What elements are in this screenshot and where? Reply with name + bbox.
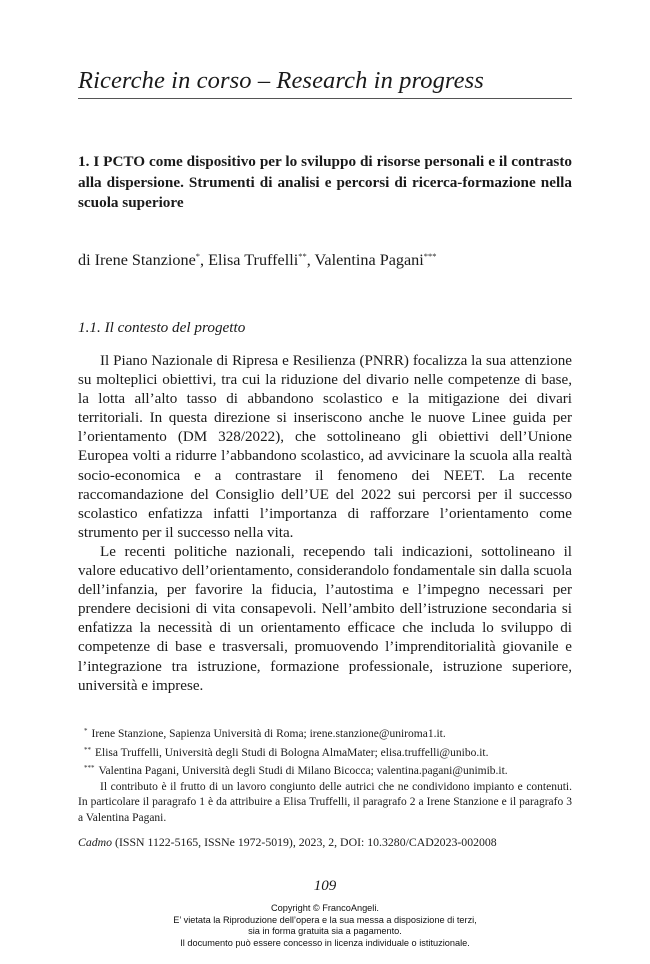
article-title: 1. I PCTO come dispositivo per lo sviluppo di risorse personali e il contrasto alla dispersione. Strumenti di analisi e percorsi di ricerca-formazione nella scuola superiore bbox=[78, 153, 572, 211]
author-line: di Irene Stanzione*, Elisa Truffelli**, Valentina Pagani*** bbox=[78, 251, 437, 269]
author-footnote-mark: * bbox=[195, 251, 201, 261]
footnote-text: Irene Stanzione, Sapienza Università di Roma; irene.stanzione@uniroma1.it. bbox=[91, 728, 446, 740]
page-number: 109 bbox=[313, 878, 337, 894]
footnote bbox=[78, 743, 572, 762]
copyright-line: Il documento può essere concesso in licenza individuale o istituzionale. bbox=[180, 937, 470, 948]
footnote bbox=[78, 724, 572, 743]
header-divider bbox=[78, 98, 572, 99]
footnote-note: Il contributo è il frutto di un lavoro congiunto delle autrici che ne condividono impianto e contenuti. In particolare il paragrafo 1 è da attribuire a Elisa Truffelli, il paragrafo 2 a Irene Stanzione e il paragrafo 3 a Valentina Pagani. bbox=[78, 780, 572, 824]
author-name: Irene Stanzione bbox=[94, 251, 196, 269]
author-name: Valentina Pagani bbox=[314, 251, 424, 269]
copyright-notice bbox=[0, 903, 650, 949]
footnote-mark: * bbox=[84, 727, 88, 735]
author-footnote-mark: *** bbox=[423, 251, 437, 261]
footnote-mark: ** bbox=[84, 745, 91, 754]
copyright-line: sia in forma gratuita sia a pagamento. bbox=[248, 926, 402, 937]
footnote bbox=[78, 761, 572, 780]
body-text bbox=[78, 352, 572, 696]
author-footnote-mark: ** bbox=[298, 251, 307, 261]
citation-details: (ISSN 1122-5165, ISSNe 1972-5019), 2023, 2, DOI: 10.3280/CAD2023-002008 bbox=[112, 835, 497, 849]
authors-prefix: di bbox=[78, 251, 91, 269]
footnotes bbox=[78, 724, 572, 827]
journal-name: Cadmo bbox=[78, 835, 113, 849]
copyright-line: Copyright © FrancoAngeli. bbox=[271, 903, 379, 913]
citation-line bbox=[78, 834, 572, 850]
body-paragraph: Il Piano Nazionale di Ripresa e Resilienza (PNRR) focalizza la sua attenzione su molteplici obiettivi, tra cui la riduzione del divario nelle competenze di base, la lotta all’alto tasso di abbandono scolastico e la mitigazione dei divari territoriali. In questa direzione si inseriscono anche le nuove Linee guida per l’orientamento (DM 328/2022), che sottolineano gli obiettivi dell’Unione Europea volti a ridurre l’abbandono scolastico, ad avvicinare la scuola alla realtà socio-economica e a contrastare il fenomeno dei NEET. La recente raccomandazione del Consiglio dell’UE del 2022 sui percorsi per il successo scolastico enfatizza infatti l’importanza di rafforzare l’orientamento come strumento per il successo nella vita. bbox=[78, 353, 572, 541]
section-title: Ricerche in corso – Research in progress bbox=[78, 67, 484, 94]
footnote-mark: *** bbox=[84, 764, 95, 773]
author-name: Elisa Truffelli bbox=[208, 251, 299, 269]
footnote-text: Elisa Truffelli, Università degli Studi di Bologna AlmaMater; elisa.truffelli@unibo.it. bbox=[95, 746, 489, 759]
copyright-line: E’ vietata la Riproduzione dell’opera e la sua messa a disposizione di terzi, bbox=[173, 914, 477, 925]
body-paragraph: Le recenti politiche nazionali, recependo tali indicazioni, sottolineano il valore educativo dell’orientamento, considerandolo fondamentale sin dalla scuola dell’infanzia, per favorire la fiducia, l’autostima e l’impegno necessari per prendere decisioni di vita consapevoli. Nell’ambito dell’istruzione secondaria si enfatizza la necessità di un orientamento efficace che includa lo sviluppo di competenze di base e trasversali, promuovendo l’imprenditorialità giovanile e l’integrazione tra istruzione, formazione professionale, istruzione superiore, università e imprese. bbox=[78, 543, 572, 694]
footnote-text: Valentina Pagani, Università degli Studi di Milano Bicocca; valentina.pagani@unimib.it. bbox=[98, 765, 508, 778]
running-header bbox=[78, 66, 572, 96]
subsection-heading: 1.1. Il contesto del progetto bbox=[78, 319, 246, 336]
